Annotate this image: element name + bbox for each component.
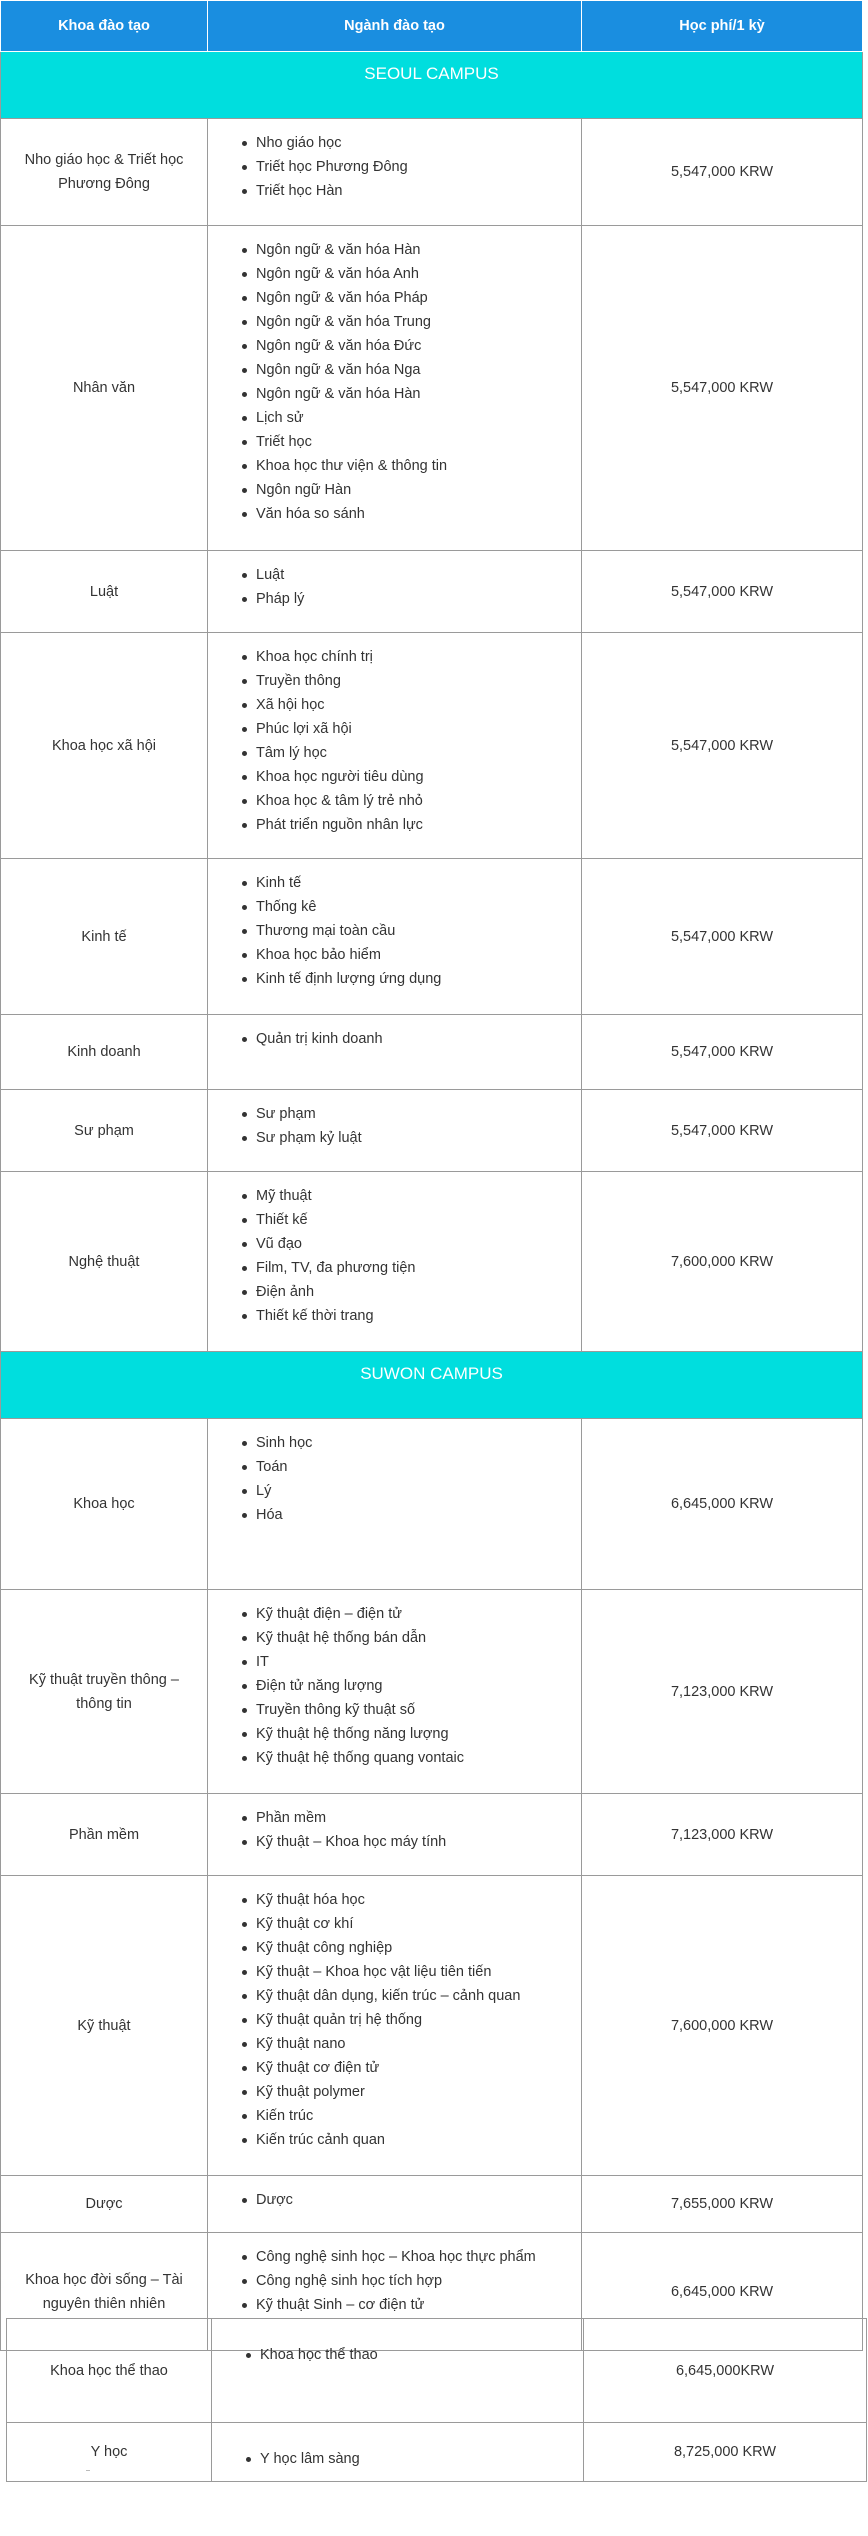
extra-table-body — [7, 2319, 867, 2482]
majors-cell — [208, 1590, 582, 1794]
major-item: Công nghệ sinh học tích hợp — [256, 2269, 581, 2293]
major-item: Truyền thông — [256, 669, 581, 693]
table-row — [1, 551, 863, 633]
faculty-cell: Phần mềm — [1, 1794, 208, 1876]
faculty-cell: Khoa học xã hội — [1, 633, 208, 859]
major-item: Khoa học thể thao — [260, 2343, 583, 2367]
table-row — [1, 2176, 863, 2233]
table-row — [1, 1419, 863, 1590]
major-item: Vũ đạo — [256, 1232, 581, 1256]
faculty-cell: Kinh tế — [1, 859, 208, 1015]
fee-cell: 7,655,000 KRW — [582, 2176, 863, 2233]
major-item: Sư phạm — [256, 1102, 581, 1126]
faculty-cell: Khoa học — [1, 1419, 208, 1590]
fee-cell: 7,123,000 KRW — [582, 1794, 863, 1876]
table-row — [1, 226, 863, 551]
major-item: Y học lâm sàng — [260, 2447, 583, 2471]
major-item: Ngôn ngữ & văn hóa Hàn — [256, 382, 581, 406]
faculty-cell: Nghệ thuật — [1, 1172, 208, 1352]
majors-list — [208, 119, 581, 213]
major-item: Kỹ thuật hóa học — [256, 1888, 581, 1912]
majors-list — [208, 2233, 581, 2327]
major-item: Kỹ thuật cơ điện tử — [256, 2056, 581, 2080]
fee-cell: 5,547,000 KRW — [582, 226, 863, 551]
faculty-cell: Khoa học thể thao — [7, 2319, 212, 2423]
header-fee: Học phí/1 kỳ — [582, 1, 863, 52]
major-item: Ngôn ngữ & văn hóa Pháp — [256, 286, 581, 310]
major-item: Truyền thông kỹ thuật số — [256, 1698, 581, 1722]
faculty-cell: Dược — [1, 2176, 208, 2233]
major-item: Khoa học & tâm lý trẻ nhỏ — [256, 789, 581, 813]
campus-row — [1, 52, 863, 119]
majors-cell — [208, 1419, 582, 1590]
major-item: Kỹ thuật điện – điện tử — [256, 1602, 581, 1626]
major-item: IT — [256, 1650, 581, 1674]
major-item: Ngôn ngữ & văn hóa Anh — [256, 262, 581, 286]
major-item: Sư phạm kỷ luật — [256, 1126, 581, 1150]
major-item: Kỹ thuật quản trị hệ thống — [256, 2008, 581, 2032]
majors-list — [208, 1172, 581, 1338]
fee-cell: 6,645,000 KRW — [582, 2233, 863, 2351]
major-item: Kỹ thuật nano — [256, 2032, 581, 2056]
majors-cell — [212, 2319, 584, 2423]
majors-list — [208, 859, 581, 1001]
faculty-cell: Kỹ thuật — [1, 1876, 208, 2176]
faculty-cell: Nho giáo học & Triết học Phương Đông — [1, 119, 208, 226]
majors-list — [208, 1876, 581, 2162]
majors-list — [208, 1015, 581, 1061]
majors-cell — [208, 1876, 582, 2176]
table-row — [1, 119, 863, 226]
major-item: Triết học Phương Đông — [256, 155, 581, 179]
major-item: Kinh tế định lượng ứng dụng — [256, 967, 581, 991]
extra-table — [6, 2318, 867, 2482]
faculty-cell: Kỹ thuật truyền thông – thông tin — [1, 1590, 208, 1794]
table-row — [1, 859, 863, 1015]
faculty-cell: Khoa học đời sống – Tài nguyên thiên nhiên — [1, 2233, 208, 2351]
fee-cell: 6,645,000KRW — [584, 2319, 867, 2423]
majors-list — [208, 1419, 581, 1537]
majors-cell — [208, 226, 582, 551]
faculty-cell: Luật — [1, 551, 208, 633]
majors-list — [208, 2176, 581, 2222]
major-item: Công nghệ sinh học – Khoa học thực phẩm — [256, 2245, 581, 2269]
major-item: Kinh tế — [256, 871, 581, 895]
table-row — [7, 2423, 867, 2482]
table-header-row — [1, 1, 863, 52]
majors-list — [208, 633, 581, 847]
major-item: Thiết kế thời trang — [256, 1304, 581, 1328]
major-item: Kỹ thuật dân dụng, kiến trúc – cảnh quan — [256, 1984, 581, 2008]
major-item: Film, TV, đa phương tiện — [256, 1256, 581, 1280]
major-item: Ngôn ngữ & văn hóa Đức — [256, 334, 581, 358]
divider — [86, 2470, 90, 2471]
major-item: Khoa học người tiêu dùng — [256, 765, 581, 789]
campus-name: SUWON CAMPUS — [1, 1352, 863, 1419]
major-item: Kỹ thuật hệ thống năng lượng — [256, 1722, 581, 1746]
majors-cell — [208, 2176, 582, 2233]
major-item: Kỹ thuật – Khoa học vật liệu tiên tiến — [256, 1960, 581, 1984]
major-item: Ngôn ngữ & văn hóa Trung — [256, 310, 581, 334]
majors-cell — [208, 551, 582, 633]
header-faculty: Khoa đào tạo — [1, 1, 208, 52]
fee-cell: 8,725,000 KRW — [584, 2423, 867, 2482]
major-item: Mỹ thuật — [256, 1184, 581, 1208]
major-item: Kỹ thuật hệ thống quang vontaic — [256, 1746, 581, 1770]
major-item: Luật — [256, 563, 581, 587]
major-item: Khoa học thư viện & thông tin — [256, 454, 581, 478]
majors-list — [208, 551, 581, 621]
fee-cell: 5,547,000 KRW — [582, 1090, 863, 1172]
major-item: Triết học Hàn — [256, 179, 581, 203]
major-item: Lý — [256, 1479, 581, 1503]
faculty-cell: Sư phạm — [1, 1090, 208, 1172]
table-row — [1, 1015, 863, 1090]
major-item: Ngôn ngữ Hàn — [256, 478, 581, 502]
majors-cell — [208, 1015, 582, 1090]
fee-cell: 7,600,000 KRW — [582, 1876, 863, 2176]
major-item: Kỹ thuật polymer — [256, 2080, 581, 2104]
majors-list — [212, 2423, 583, 2481]
majors-list — [208, 1794, 581, 1864]
majors-cell — [208, 859, 582, 1015]
major-item: Phát triển nguồn nhân lực — [256, 813, 581, 837]
fee-cell: 5,547,000 KRW — [582, 633, 863, 859]
majors-cell — [208, 633, 582, 859]
table-row — [1, 1590, 863, 1794]
major-item: Triết học — [256, 430, 581, 454]
major-item: Dược — [256, 2188, 581, 2212]
fee-cell: 5,547,000 KRW — [582, 859, 863, 1015]
major-item: Kỹ thuật Sinh – cơ điện tử — [256, 2293, 581, 2317]
major-item: Nho giáo học — [256, 131, 581, 155]
major-item: Kỹ thuật cơ khí — [256, 1912, 581, 1936]
major-item: Văn hóa so sánh — [256, 502, 581, 526]
major-item: Kiến trúc cảnh quan — [256, 2128, 581, 2152]
major-item: Điện tử năng lượng — [256, 1674, 581, 1698]
majors-list — [212, 2319, 583, 2377]
fee-cell: 5,547,000 KRW — [582, 119, 863, 226]
major-item: Lịch sử — [256, 406, 581, 430]
major-item: Điện ảnh — [256, 1280, 581, 1304]
majors-cell — [208, 119, 582, 226]
faculty-cell: Kinh doanh — [1, 1015, 208, 1090]
fee-cell: 7,123,000 KRW — [582, 1590, 863, 1794]
campus-row — [1, 1352, 863, 1419]
fee-cell: 5,547,000 KRW — [582, 551, 863, 633]
major-item: Ngôn ngữ & văn hóa Nga — [256, 358, 581, 382]
major-item: Ngôn ngữ & văn hóa Hàn — [256, 238, 581, 262]
major-item: Pháp lý — [256, 587, 581, 611]
table-row — [1, 633, 863, 859]
faculty-cell: Nhân văn — [1, 226, 208, 551]
major-item: Toán — [256, 1455, 581, 1479]
major-item: Kiến trúc — [256, 2104, 581, 2128]
major-item: Khoa học chính trị — [256, 645, 581, 669]
campus-name: SEOUL CAMPUS — [1, 52, 863, 119]
major-item: Khoa học bảo hiểm — [256, 943, 581, 967]
majors-cell — [208, 1172, 582, 1352]
major-item: Kỹ thuật hệ thống bán dẫn — [256, 1626, 581, 1650]
table-row — [1, 1172, 863, 1352]
fee-cell: 5,547,000 KRW — [582, 1015, 863, 1090]
major-item: Kỹ thuật công nghiệp — [256, 1936, 581, 1960]
fee-cell: 7,600,000 KRW — [582, 1172, 863, 1352]
table-row — [7, 2319, 867, 2423]
major-item: Xã hội học — [256, 693, 581, 717]
majors-cell — [208, 1090, 582, 1172]
major-item: Quản trị kinh doanh — [256, 1027, 581, 1051]
major-item: Sinh học — [256, 1431, 581, 1455]
majors-list — [208, 226, 581, 536]
major-item: Hóa — [256, 1503, 581, 1527]
majors-cell — [208, 1794, 582, 1876]
table-row — [1, 1090, 863, 1172]
major-item: Phần mềm — [256, 1806, 581, 1830]
majors-cell — [212, 2423, 584, 2482]
majors-list — [208, 1590, 581, 1780]
table-row — [1, 1794, 863, 1876]
major-item: Thiết kế — [256, 1208, 581, 1232]
faculty-cell: Y học — [7, 2423, 212, 2482]
fee-cell: 6,645,000 KRW — [582, 1419, 863, 1590]
header-majors: Ngành đào tạo — [208, 1, 582, 52]
major-item: Kỹ thuật – Khoa học máy tính — [256, 1830, 581, 1854]
table-row — [1, 1876, 863, 2176]
table-body — [1, 52, 863, 2351]
major-item: Thống kê — [256, 895, 581, 919]
major-item: Thương mại toàn cầu — [256, 919, 581, 943]
major-item: Tâm lý học — [256, 741, 581, 765]
major-item: Phúc lợi xã hội — [256, 717, 581, 741]
majors-list — [208, 1090, 581, 1160]
